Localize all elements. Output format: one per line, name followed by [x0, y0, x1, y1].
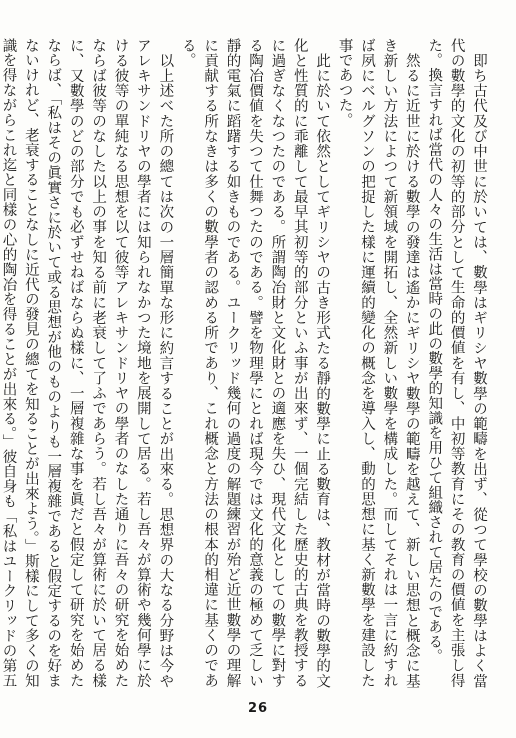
vertical-text-body: [0, 38, 490, 688]
paragraph-2: 然るに近世に於ける數學の發達は遙かにギリシヤ數學の範疇を越えて、新しい思想と概念に基き新しい方法によつて新領域を開拓し、全然新しい數學を構成した。而してそれは一言に約すれば夙にベルグソンの把捉した樣に運續的變化の概念を導入し、動的思想に基く新數學を建設した事であつた。: [336, 38, 420, 688]
page-number: 26: [247, 701, 269, 716]
paragraph-4: 以上述べた所の總ては次の一層簡單な形に約言することが出來る。思想界の大なる分野は今やアレキサンドリヤの學者には知られなかつた境地を展開して居る。若し吾々が算術や幾何學に於ける彼等の單純なる思想を以て彼等アレキサンドリヤの學者のなした通りに吾々の研究を始めたならば彼等のなした以上の事を知る前に老衰して了ふであらう。若し吾々が算術に於いて居る樣に、又數學のどの部分でも必ずせねばならぬ樣に、一層複雜な事を眞だと假定して研究を始めたならば、「私はその眞實さに於いて或る思想が他のものよりも一層複雜であると假定するのを好まないけれど、老衰することなしに近代の發見の總てを知ることが出來よう。」斯樣にして多くの知識を得ながらこれ迄と同樣の心的陶冶を得ることが出來る。」彼自身も「私はユークリッドの第五: [0, 38, 174, 688]
paragraph-1: 即ち古代及び中世に於いては、數學はギリシヤ數學の範疇を出ず、從つて學校の數學はよく當代の數學的文化の初等的部分として生命的價値を有し、中初等教育にその教育の價値を主張し得た。換言すれば當代の人々の生活は當時の此の數學的知識を用ひて組織されて居たのである。: [426, 38, 487, 688]
paragraph-3: 此に於いて依然としてギリシヤの古き形式たる靜的數學に止る數育は、教材が當時の數學的文化と性質的に乖離して最早其初等的部分といふ事が出來ず、一個完結した歷史的古典を教授するに過ぎなくなつたのである。所謂陶冶財と文化財との適應を失ひ、現代文化としての數學に對する陶冶價値を失つて仕舞つたのである。譬を物理學にとれば現今では文化的意義の極めて乏しい靜的電氣に蹈躇する如きものである。ユークリッド幾何の過度の解題練習が殆ど近世數學の理解に貢献する所なきは多くの數學者の認める所であり、これ概念と方法の根本的相違に基くのである。: [179, 38, 331, 688]
